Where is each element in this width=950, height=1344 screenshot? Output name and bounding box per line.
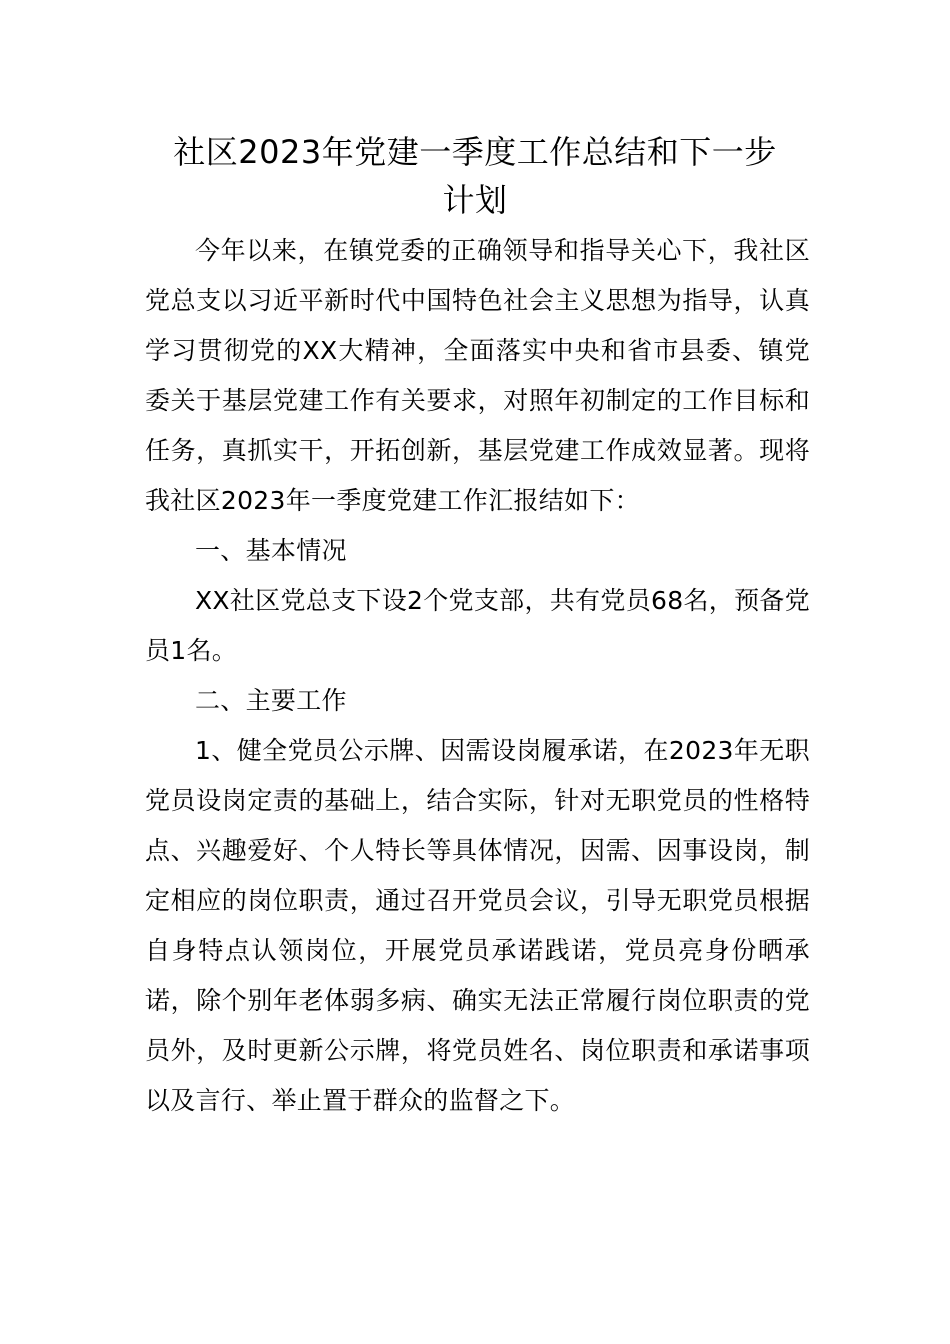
main-work-item-1-paragraph: 1、健全党员公示牌、因需设岗履承诺，在2023年无职党员设岗定责的基础上，结合实际，针对无职党员的性格特点、兴趣爱好、个人特长等具体情况，因需、因事设岗，制定相应的岗位职责，通过召开党员会议，引导无职党员根据自身特点认领岗位，开展党员承诺践诺，党员亮身份晒承诺，除个别年老体弱多病、确实无法正常履行岗位职责的党员外，及时更新公示牌，将党员姓名、岗位职责和承诺事项以及言行、举止置于群众的监督之下。 (145, 736, 810, 1115)
title-line-1: 社区2023年党建一季度工作总结和下一步 (173, 133, 777, 171)
intro-paragraph: 今年以来，在镇党委的正确领导和指导关心下，我社区党总支以习近平新时代中国特色社会主义思想为指导，认真学习贯彻党的XX大精神，全面落实中央和省市县委、镇党委关于基层党建工作有关要求，对照年初制定的工作目标和任务，真抓实干，开拓创新，基层党建工作成效显著。现将我社区2023年一季度党建工作汇报结如下： (145, 236, 810, 515)
section-heading-basic-situation: 一、基本情况 (195, 536, 347, 565)
title-line-2: 计划 (442, 181, 508, 219)
section-heading-main-work: 二、主要工作 (195, 686, 347, 715)
document-body (145, 226, 810, 1126)
basic-situation-paragraph: XX社区党总支下设2个党支部，共有党员68名，预备党员1名。 (145, 586, 810, 665)
document-title (140, 128, 810, 224)
